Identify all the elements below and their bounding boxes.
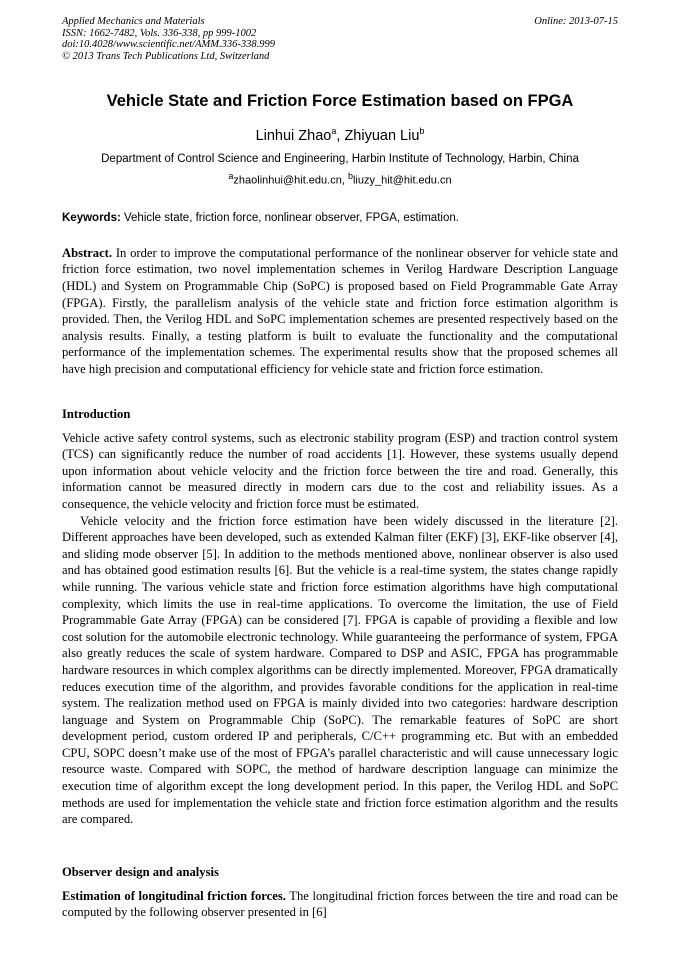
journal-header-left bbox=[62, 16, 275, 62]
intro-paragraph-2: Vehicle velocity and the friction force estimation have been widely discussed in the literature [2]. Different approaches have been developed, such as extended Kalman filter (EKF) [3], EKF-like observer [4], and sliding mode observer [5]. In addition to the methods mentioned above, nonlinear observer is also used and has obtained good estimation results [6]. But the vehicle is a real-time system, the states change rapidly while running. The various vehicle state and friction force estimation algorithms have high computational complexity, which limits the use in real-time applications. To overcome the limitation, the use of Field Programmable Gate Array (FPGA) can be considered [7]. FPGA is capable of providing a flexible and low cost solution for the automobile electronic technology. While guaranteeing the performance of system, FPGA also greatly reduces the scale of system hardware. Compared to DSP and ASIC, FPGA has programmable hardware resources in which complex algorithms can be directly implemented. Moreover, FPGA dramatically reduces execution time of the algorithm, and provides favorable conditions for the application in real-time system. The realization method used on FPGA is mainly divided into two categories: hardware description language and System on Programmable Chip (SoPC). The remarkable features of SoPC are short development period, custom ordered IP and peripherals, C/C++ programming etc. But with an embedded CPU, SOPC doesn’t make use of the most of FPGA’s parallel characteristic and will cause unnecessary logic resource waste. Compared with SOPC, the method of hardware description language can minimize the execution time of algorithm except the long development period. In this paper, the Verilog HDL and SoPC methods are used for implementation the vehicle state and friction force estimation algorithm and the results are compared. bbox=[62, 513, 618, 827]
keywords-text: Vehicle state, friction force, nonlinear observer, FPGA, estimation. bbox=[120, 211, 459, 224]
email-2: liuzy_hit@hit.edu.cn bbox=[352, 174, 452, 187]
paper-title: Vehicle State and Friction Force Estimation based on FPGA bbox=[106, 92, 574, 111]
section-heading-observer-design: Observer design and analysis bbox=[62, 864, 219, 879]
author-2: Zhiyuan Liu bbox=[344, 128, 420, 145]
section-heading-introduction: Introduction bbox=[62, 406, 131, 421]
author-1: Linhui Zhao bbox=[255, 128, 332, 145]
journal-name: Applied Mechanics and Materials bbox=[62, 16, 205, 27]
email-2-superscript: b bbox=[347, 171, 353, 182]
estimation-label: Estimation of longitudinal friction forces. bbox=[62, 888, 286, 903]
online-date: Online: 2013-07-15 bbox=[534, 16, 618, 27]
keywords-line bbox=[62, 212, 618, 224]
issn-line: ISSN: 1662-7482, Vols. 336-338, pp 999-1002 bbox=[62, 27, 257, 39]
author-1-superscript: a bbox=[331, 126, 337, 137]
abstract-text: In order to improve the computational performance of the nonlinear observer for vehicle state and friction force estimation, two novel implementation schemes in Verilog Hardware Description Language (HDL) and System on Programmable Chip (SoPC) is proposed based on Field Programmable Gate Array (FPGA). Firstly, the parallelism analysis of the vehicle state and friction force estimation algorithm is provided. Then, the Verilog HDL and SoPC implementation schemes are presented respectively based on the analysis results. Finally, a testing platform is built to evaluate the functionality and the computational performance of the implementation schemes. The experimental results show that the proposed schemes all have high precision and computational efficiency for vehicle state and friction force estimation. bbox=[62, 245, 618, 377]
abstract-label: Abstract. bbox=[62, 245, 113, 260]
affiliation-line: Department of Control Science and Engineering, Harbin Institute of Technology, Harbin, China bbox=[101, 153, 579, 166]
author-separator: , bbox=[336, 128, 345, 145]
author-2-superscript: b bbox=[419, 126, 425, 137]
authors-line bbox=[62, 126, 618, 144]
journal-header bbox=[62, 16, 618, 62]
doi-line: doi:10.4028/www.scientific.net/AMM.336-338.999 bbox=[62, 39, 275, 51]
intro-paragraph-1: Vehicle active safety control systems, such as electronic stability program (ESP) and traction control system (TCS) can significantly reduce the number of road accidents [1]. However, these systems usually depend upon information about vehicle velocity and the friction force between the tire and road. Generally, this information cannot be measured directly in modern cars due to the cost and reliability issues. As a consequence, the vehicle velocity and friction force must be estimated. bbox=[62, 430, 618, 511]
emails-line bbox=[62, 171, 618, 187]
keywords-label: Keywords: bbox=[62, 211, 121, 224]
email-1: zhaolinhui@hit.edu.cn, bbox=[233, 174, 348, 187]
copyright-line: © 2013 Trans Tech Publications Ltd, Switzerland bbox=[62, 50, 270, 62]
abstract-paragraph bbox=[62, 245, 618, 378]
email-1-superscript: a bbox=[228, 171, 234, 182]
estimation-paragraph bbox=[62, 888, 618, 921]
estimation-text: The longitudinal friction forces between the tire and road can be computed by the following observer presented in [6] bbox=[62, 888, 619, 920]
